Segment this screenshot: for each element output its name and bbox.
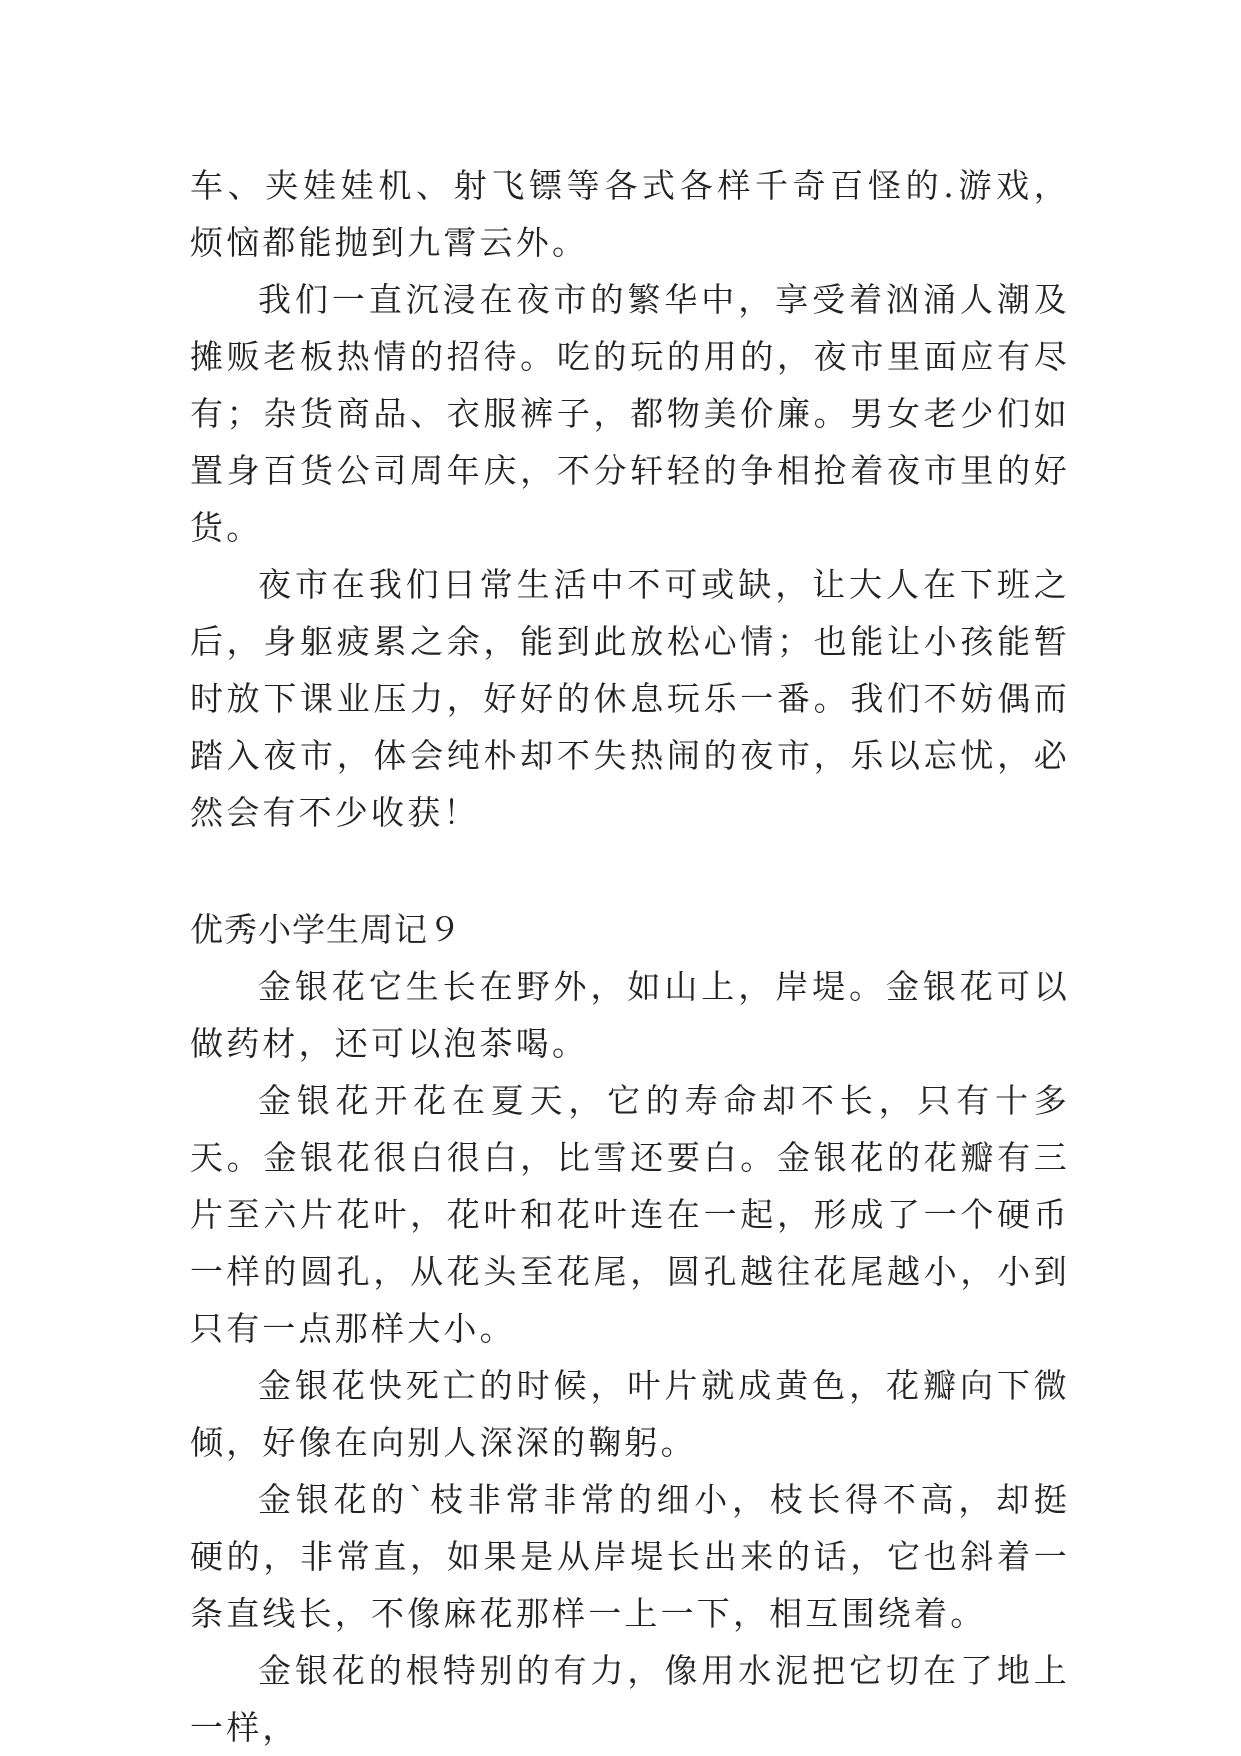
paragraph: 金银花快死亡的时候，叶片就成黄色，花瓣向下微倾，好像在向别人深深的鞠躬。 (190, 1366, 1070, 1462)
paragraph: 金银花开花在夏天，它的寿命却不长，只有十多天。金银花很白很白，比雪还要白。金银花的花瓣有三片至六片花叶，花叶和花叶连在一起，形成了一个硬币一样的圆孔，从花头至花尾，圆孔越往花尾越小，小到只有一点那样大小。 (190, 1081, 1070, 1348)
document-body (190, 157, 1070, 1756)
paragraph: 金银花的`枝非常非常的细小，枝长得不高，却挺硬的，非常直，如果是从岸堤长出来的话，它也斜着一条直线长，不像麻花那样一上一下，相互围绕着。 (190, 1480, 1070, 1633)
paragraph: 夜市在我们日常生活中不可或缺，让大人在下班之后，身躯疲累之余，能到此放松心情；也能让小孩能暂时放下课业压力，好好的休息玩乐一番。我们不妨偶而踏入夜市，体会纯朴却不失热闹的夜市，乐以忘忧，必然会有不少收获！ (190, 565, 1070, 832)
paragraph: 车、夹娃娃机、射飞镖等各式各样千奇百怪的.游戏，烦恼都能抛到九霄云外。 (190, 166, 1070, 262)
paragraph: 我们一直沉浸在夜市的繁华中，享受着汹涌人潮及摊贩老板热情的招待。吃的玩的用的，夜市里面应有尽有；杂货商品、衣服裤子，都物美价廉。男女老少们如置身百货公司周年庆，不分轩轻的争相抢着夜市里的好货。 (190, 280, 1070, 547)
paragraph: 金银花它生长在野外，如山上，岸堤。金银花可以做药材，还可以泡茶喝。 (190, 967, 1070, 1063)
paragraph: 金银花的根特别的有力，像用水泥把它切在了地上一样， (190, 1651, 1070, 1747)
section-title: 优秀小学生周记９ (190, 910, 462, 949)
